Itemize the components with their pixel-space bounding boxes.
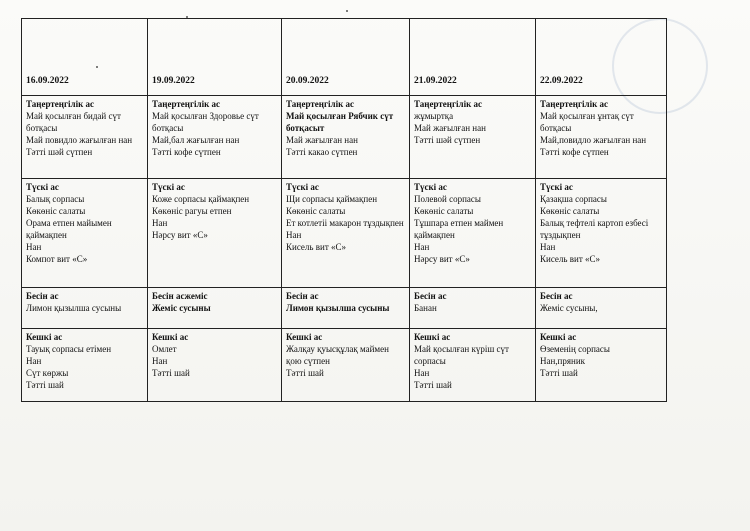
menu-item: Көкөніс салаты <box>540 206 600 216</box>
menu-item: Коже сорпасы қаймақпен <box>152 194 250 204</box>
meal-title: Кешкі ас <box>540 332 577 342</box>
dinner-cell <box>22 329 148 402</box>
menu-item: Компот вит «С» <box>26 254 88 264</box>
menu-item: Май қосылған бидай сүт ботқасы <box>26 111 121 133</box>
meal-title: Түскі ас <box>152 182 185 192</box>
menu-item: Май жағылған нан <box>286 135 358 145</box>
scan-speck <box>346 10 348 12</box>
meal-title: Бесін асжеміс <box>152 291 208 301</box>
date-label: 22.09.2022 <box>540 76 583 86</box>
lunch-cell <box>22 179 148 288</box>
meal-title: Кешкі ас <box>414 332 451 342</box>
menu-item: Май,повидло жағылған нан <box>540 135 647 145</box>
menu-item: Нан <box>26 356 42 366</box>
menu-item: Жеміс сусыны <box>152 303 211 313</box>
menu-item: Щи сорпасы қаймақпен <box>286 194 378 204</box>
meal-title: Кешкі ас <box>26 332 63 342</box>
meal-title: Түскі ас <box>286 182 319 192</box>
menu-item: Тәтті кофе сүтпен <box>540 147 609 157</box>
meal-title: Бесін ас <box>540 291 573 301</box>
menu-item: Көкөніс рагуы етпен <box>152 206 232 216</box>
meal-title: Кешкі ас <box>286 332 323 342</box>
menu-item: Омлет <box>152 344 177 354</box>
date-label: 19.09.2022 <box>152 76 195 86</box>
meal-title: Таңертеңгілік ас <box>286 99 355 109</box>
menu-item: Кисель вит «С» <box>286 242 347 252</box>
menu-item: Сүт көржы <box>26 368 69 378</box>
meal-title: Түскі ас <box>540 182 573 192</box>
date-cell <box>410 19 536 96</box>
date-cell <box>22 19 148 96</box>
menu-item: Кисель вит «С» <box>540 254 601 264</box>
menu-item: Қазақша сорпасы <box>540 194 607 204</box>
lunch-cell <box>410 179 536 288</box>
meal-title: Кешкі ас <box>152 332 189 342</box>
meal-title: Бесін ас <box>414 291 447 301</box>
meal-title: Таңертеңгілік ас <box>540 99 609 109</box>
menu-item: Май қосылған ұнтақ сүт ботқасы <box>540 111 634 133</box>
date-row <box>22 19 667 96</box>
dinner-cell <box>536 329 667 402</box>
menu-item: Банан <box>414 303 437 313</box>
menu-item: Май қосылған күріш сүт сорпасы <box>414 344 509 366</box>
menu-item: Өземенің сорпасы <box>540 344 610 354</box>
lunch-cell <box>536 179 667 288</box>
date-label: 20.09.2022 <box>286 76 329 86</box>
menu-item: Жалқау қуысқұлақ маймен қою сүтпен <box>286 344 389 366</box>
menu-item: жұмыртқа <box>414 111 454 121</box>
breakfast-cell <box>148 96 282 179</box>
lunch-cell <box>282 179 410 288</box>
date-cell <box>282 19 410 96</box>
menu-item: Тәтті кофе сүтпен <box>152 147 221 157</box>
snack-cell <box>410 288 536 329</box>
menu-item: Көкөніс салаты <box>286 206 346 216</box>
menu-item: Май қосылған Рябчик сүт ботқасыт <box>286 111 394 133</box>
menu-item: Тәтті шай <box>26 380 64 390</box>
snack-cell <box>22 288 148 329</box>
dinner-cell <box>410 329 536 402</box>
menu-item: Балық тефтелі картоп езбесі тұздықпен <box>540 218 649 240</box>
menu-item: Көкөніс салаты <box>414 206 474 216</box>
menu-item: Нан <box>152 356 168 366</box>
date-cell <box>536 19 667 96</box>
meal-title: Түскі ас <box>414 182 447 192</box>
meal-title: Таңертеңгілік ас <box>152 99 221 109</box>
dinner-cell <box>282 329 410 402</box>
menu-item: Лимон қызылша сусыны <box>26 303 122 313</box>
menu-item: Нан <box>540 242 556 252</box>
menu-item: Тәтті шай <box>540 368 578 378</box>
breakfast-row <box>22 96 667 179</box>
menu-item: Тәтті какао сүтпен <box>286 147 358 157</box>
menu-item: Тәтті шай <box>286 368 324 378</box>
weekly-menu-table <box>21 18 667 402</box>
snack-cell <box>148 288 282 329</box>
lunch-cell <box>148 179 282 288</box>
menu-item: Тәтті шай <box>414 380 452 390</box>
menu-item: Тәтті шәй сүтпен <box>414 135 481 145</box>
snack-cell <box>282 288 410 329</box>
menu-item: Орама етпен майымен қаймақпен <box>26 218 112 240</box>
snack-cell <box>536 288 667 329</box>
menu-item: Нан <box>26 242 42 252</box>
menu-item: Нан <box>286 230 302 240</box>
dinner-row <box>22 329 667 402</box>
menu-item: Май,бал жағылған нан <box>152 135 240 145</box>
meal-title: Бесін ас <box>26 291 59 301</box>
menu-item: Тәтті шәй сүтпен <box>26 147 93 157</box>
menu-item: Лимон қызылша сусыны <box>286 303 390 313</box>
menu-item: Балық сорпасы <box>26 194 85 204</box>
menu-item: Нәрсу вит «С» <box>152 230 208 240</box>
menu-item: Нан <box>414 242 430 252</box>
menu-item: Тауық сорпасы етімен <box>26 344 112 354</box>
menu-item: Нан,пряник <box>540 356 586 366</box>
menu-item: Нан <box>152 218 168 228</box>
menu-item: Нан <box>414 368 430 378</box>
menu-item: Жеміс сусыны, <box>540 303 598 313</box>
breakfast-cell <box>22 96 148 179</box>
meal-title: Таңертеңгілік ас <box>26 99 95 109</box>
snack-row <box>22 288 667 329</box>
date-label: 21.09.2022 <box>414 76 457 86</box>
meal-title: Түскі ас <box>26 182 59 192</box>
breakfast-cell <box>410 96 536 179</box>
menu-item: Май повидло жағылған нан <box>26 135 133 145</box>
menu-item: Нәрсу вит «С» <box>414 254 470 264</box>
menu-item: Көкөніс салаты <box>26 206 86 216</box>
menu-item: Полевой сорпасы <box>414 194 481 204</box>
menu-item: Ет котлетіі макарон тұздықпен <box>286 218 404 228</box>
menu-item: Тәтті шай <box>152 368 190 378</box>
menu-item: Май жағылған нан <box>414 123 486 133</box>
breakfast-cell <box>536 96 667 179</box>
meal-title: Бесін ас <box>286 291 319 301</box>
date-label: 16.09.2022 <box>26 76 69 86</box>
breakfast-cell <box>282 96 410 179</box>
date-cell <box>148 19 282 96</box>
meal-title: Таңертеңгілік ас <box>414 99 483 109</box>
menu-item: Май қосылған Здоровье сүт ботқасы <box>152 111 259 133</box>
menu-item: Тұшпара етпен маймен қаймақпен <box>414 218 504 240</box>
lunch-row <box>22 179 667 288</box>
dinner-cell <box>148 329 282 402</box>
